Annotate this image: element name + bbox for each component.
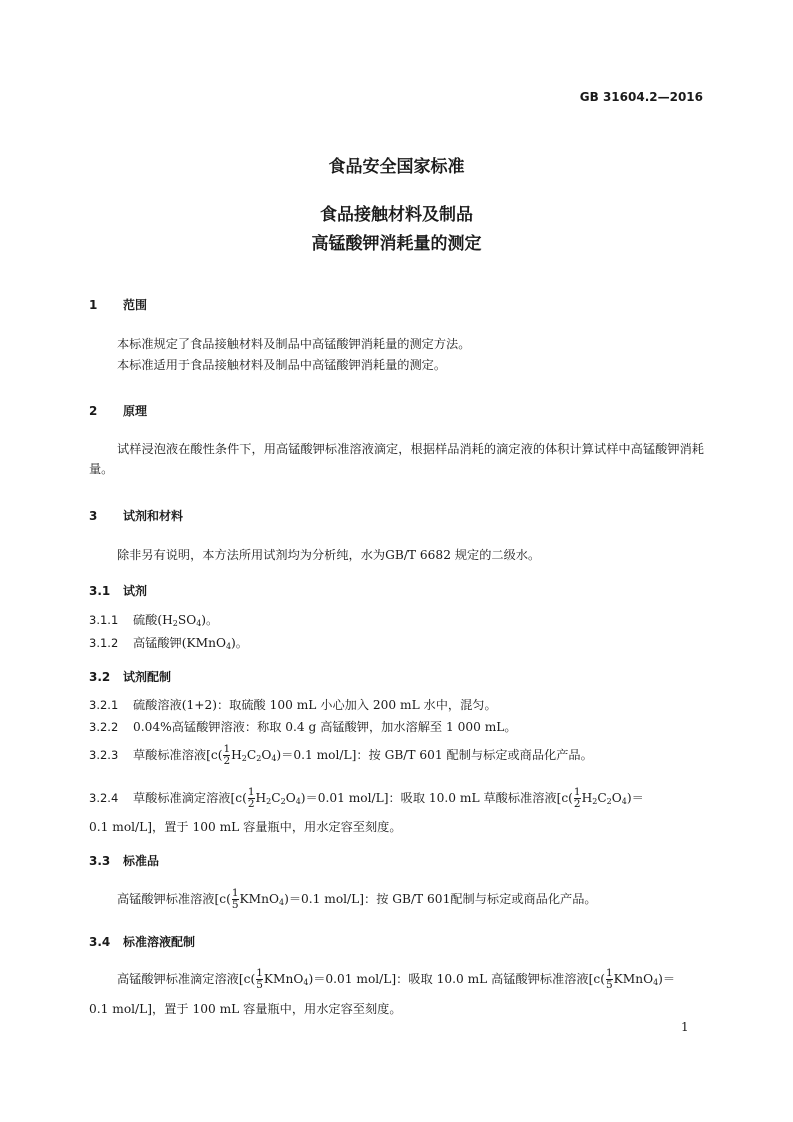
item-text: O (611, 791, 622, 805)
subscript: 4 (271, 754, 277, 763)
item-number: 3.2.4 (89, 791, 119, 805)
fraction-fifth: $\frac{1}{5}$ (231, 887, 239, 911)
item-text: 草酸标准滴定溶液[c( (133, 791, 247, 805)
paragraph-text: 高锰酸钾标准溶液[c( (117, 892, 231, 906)
section-title: 试剂配制 (123, 670, 172, 684)
section-title: 标准溶液配制 (123, 935, 196, 949)
section-title: 原理 (123, 404, 148, 418)
paragraph-text: KMnO (239, 892, 279, 906)
item-text: H (255, 791, 267, 805)
item-number: 3.2.3 (89, 748, 119, 762)
subscript: 4 (295, 797, 301, 806)
subscript: 4 (621, 797, 627, 806)
item-text: H (581, 791, 593, 805)
item-text: )＝0.1 mol/L]：按 GB/T 601 配制与标定或商品化产品。 (276, 748, 593, 762)
section-number: 2 (89, 404, 98, 418)
subscript: 2 (266, 797, 272, 806)
subscript: 2 (606, 797, 612, 806)
item-number: 3.2.1 (89, 698, 119, 712)
item-text: SO (177, 613, 197, 627)
fraction-half: $\frac{1}{2}$ (573, 786, 581, 810)
item-text: H (231, 748, 242, 762)
section-2-heading (89, 402, 147, 419)
subscript: 2 (172, 619, 178, 628)
subscript: 4 (278, 898, 285, 907)
section-number: 1 (89, 298, 98, 312)
item-number: 3.1.1 (89, 613, 119, 627)
scope-paragraph-2: 本标准适用于食品接触材料及制品中高锰酸钾消耗量的测定。 (117, 358, 447, 372)
fraction-fifth: $\frac{1}{5}$ (605, 967, 613, 991)
fraction-fifth: $\frac{1}{5}$ (256, 967, 263, 991)
standard-solution-paragraph (117, 968, 675, 993)
item-text: 高锰酸钾(KMnO (133, 636, 226, 650)
item-text: 草酸标准溶液[c( (133, 748, 223, 762)
principle-paragraph: 试样浸泡液在酸性条件下，用高锰酸钾标准溶液滴定，根据样品消耗的滴定液的体积计算试样中高锰酸钾消耗量。 (89, 442, 704, 476)
section-number: 3.3 (89, 854, 111, 868)
section-title: 标准品 (123, 854, 160, 868)
item-text: O (261, 748, 272, 762)
standard-solution-continuation: 0.1 mol/L]，置于 100 mL 容量瓶中，用水定容至刻度。 (89, 1002, 402, 1016)
section-1-heading (89, 296, 147, 313)
scope-paragraph-1: 本标准规定了食品接触材料及制品中高锰酸钾消耗量的测定方法。 (117, 337, 471, 351)
section-title: 试剂和材料 (123, 509, 184, 523)
item-3-1-1 (89, 610, 218, 634)
section-3-3-heading (89, 852, 159, 869)
item-3-2-4-continuation: 0.1 mol/L]，置于 100 mL 容量瓶中，用水定容至刻度。 (89, 820, 402, 834)
fraction-half: $\frac{1}{2}$ (223, 743, 231, 767)
subscript: 2 (256, 754, 262, 763)
item-text: )＝ (626, 791, 644, 805)
subscript: 2 (592, 797, 598, 806)
item-text: C (597, 791, 607, 805)
paragraph-text: 高锰酸钾标准滴定溶液[c( (117, 972, 256, 986)
page-number: 1 (681, 1020, 689, 1034)
subscript: 4 (653, 978, 659, 987)
item-3-2-4 (89, 787, 644, 812)
paragraph-text: KMnO (613, 972, 654, 986)
section-number: 3 (89, 509, 98, 523)
item-text: C (271, 791, 281, 805)
section-3-4-heading (89, 933, 195, 950)
subtitle-line-1: 食品接触材料及制品 (320, 205, 473, 225)
paragraph-text: )＝ (658, 972, 676, 986)
subscript: 2 (280, 797, 286, 806)
reagents-intro-paragraph: 除非另有说明，本方法所用试剂均为分析纯，水为GB/T 6682 规定的二级水。 (117, 548, 541, 562)
item-3-2-2 (89, 717, 517, 737)
section-number: 3.4 (89, 935, 111, 949)
item-text: 0.04%高锰酸钾溶液：称取 0.4 g 高锰酸钾，加水溶解至 1 000 mL。 (133, 720, 517, 734)
paragraph-text: )＝0.01 mol/L]：吸取 10.0 mL 高锰酸钾标准溶液[c( (308, 972, 605, 986)
item-number: 3.1.2 (89, 636, 119, 650)
section-number: 3.1 (89, 584, 111, 598)
paragraph-text: )＝0.1 mol/L]：按 GB/T 601配制与标定或商品化产品。 (284, 892, 597, 906)
item-text: )。 (231, 636, 248, 650)
item-text: C (246, 748, 257, 762)
item-number: 3.2.2 (89, 720, 119, 734)
item-3-1-2 (89, 633, 248, 657)
standard-code: GB 31604.2—2016 (579, 90, 703, 104)
item-3-2-1 (89, 695, 497, 715)
subtitle-line-2: 高锰酸钾消耗量的测定 (311, 234, 482, 254)
item-text: )。 (201, 613, 219, 627)
paragraph-text: KMnO (263, 972, 304, 986)
subscript: 2 (241, 754, 247, 763)
item-text: 硫酸(H (133, 613, 173, 627)
main-title: 食品安全国家标准 (328, 157, 465, 177)
subscript: 4 (196, 619, 202, 628)
item-text: O (285, 791, 296, 805)
fraction-half: $\frac{1}{2}$ (247, 786, 255, 810)
section-number: 3.2 (89, 670, 111, 684)
item-3-2-3 (89, 744, 593, 769)
section-title: 范围 (123, 298, 148, 312)
subscript: 4 (225, 642, 232, 651)
section-title: 试剂 (123, 584, 148, 598)
item-text: 硫酸溶液(1+2)：取硫酸 100 mL 小心加入 200 mL 水中，混匀。 (133, 698, 497, 712)
subscript: 4 (303, 978, 309, 987)
section-3-1-heading (89, 582, 147, 599)
section-3-heading (89, 507, 183, 524)
item-text: )＝0.01 mol/L]：吸取 10.0 mL 草酸标准溶液[c( (300, 791, 573, 805)
section-3-2-heading (89, 668, 171, 685)
standard-substance-paragraph (117, 888, 597, 913)
